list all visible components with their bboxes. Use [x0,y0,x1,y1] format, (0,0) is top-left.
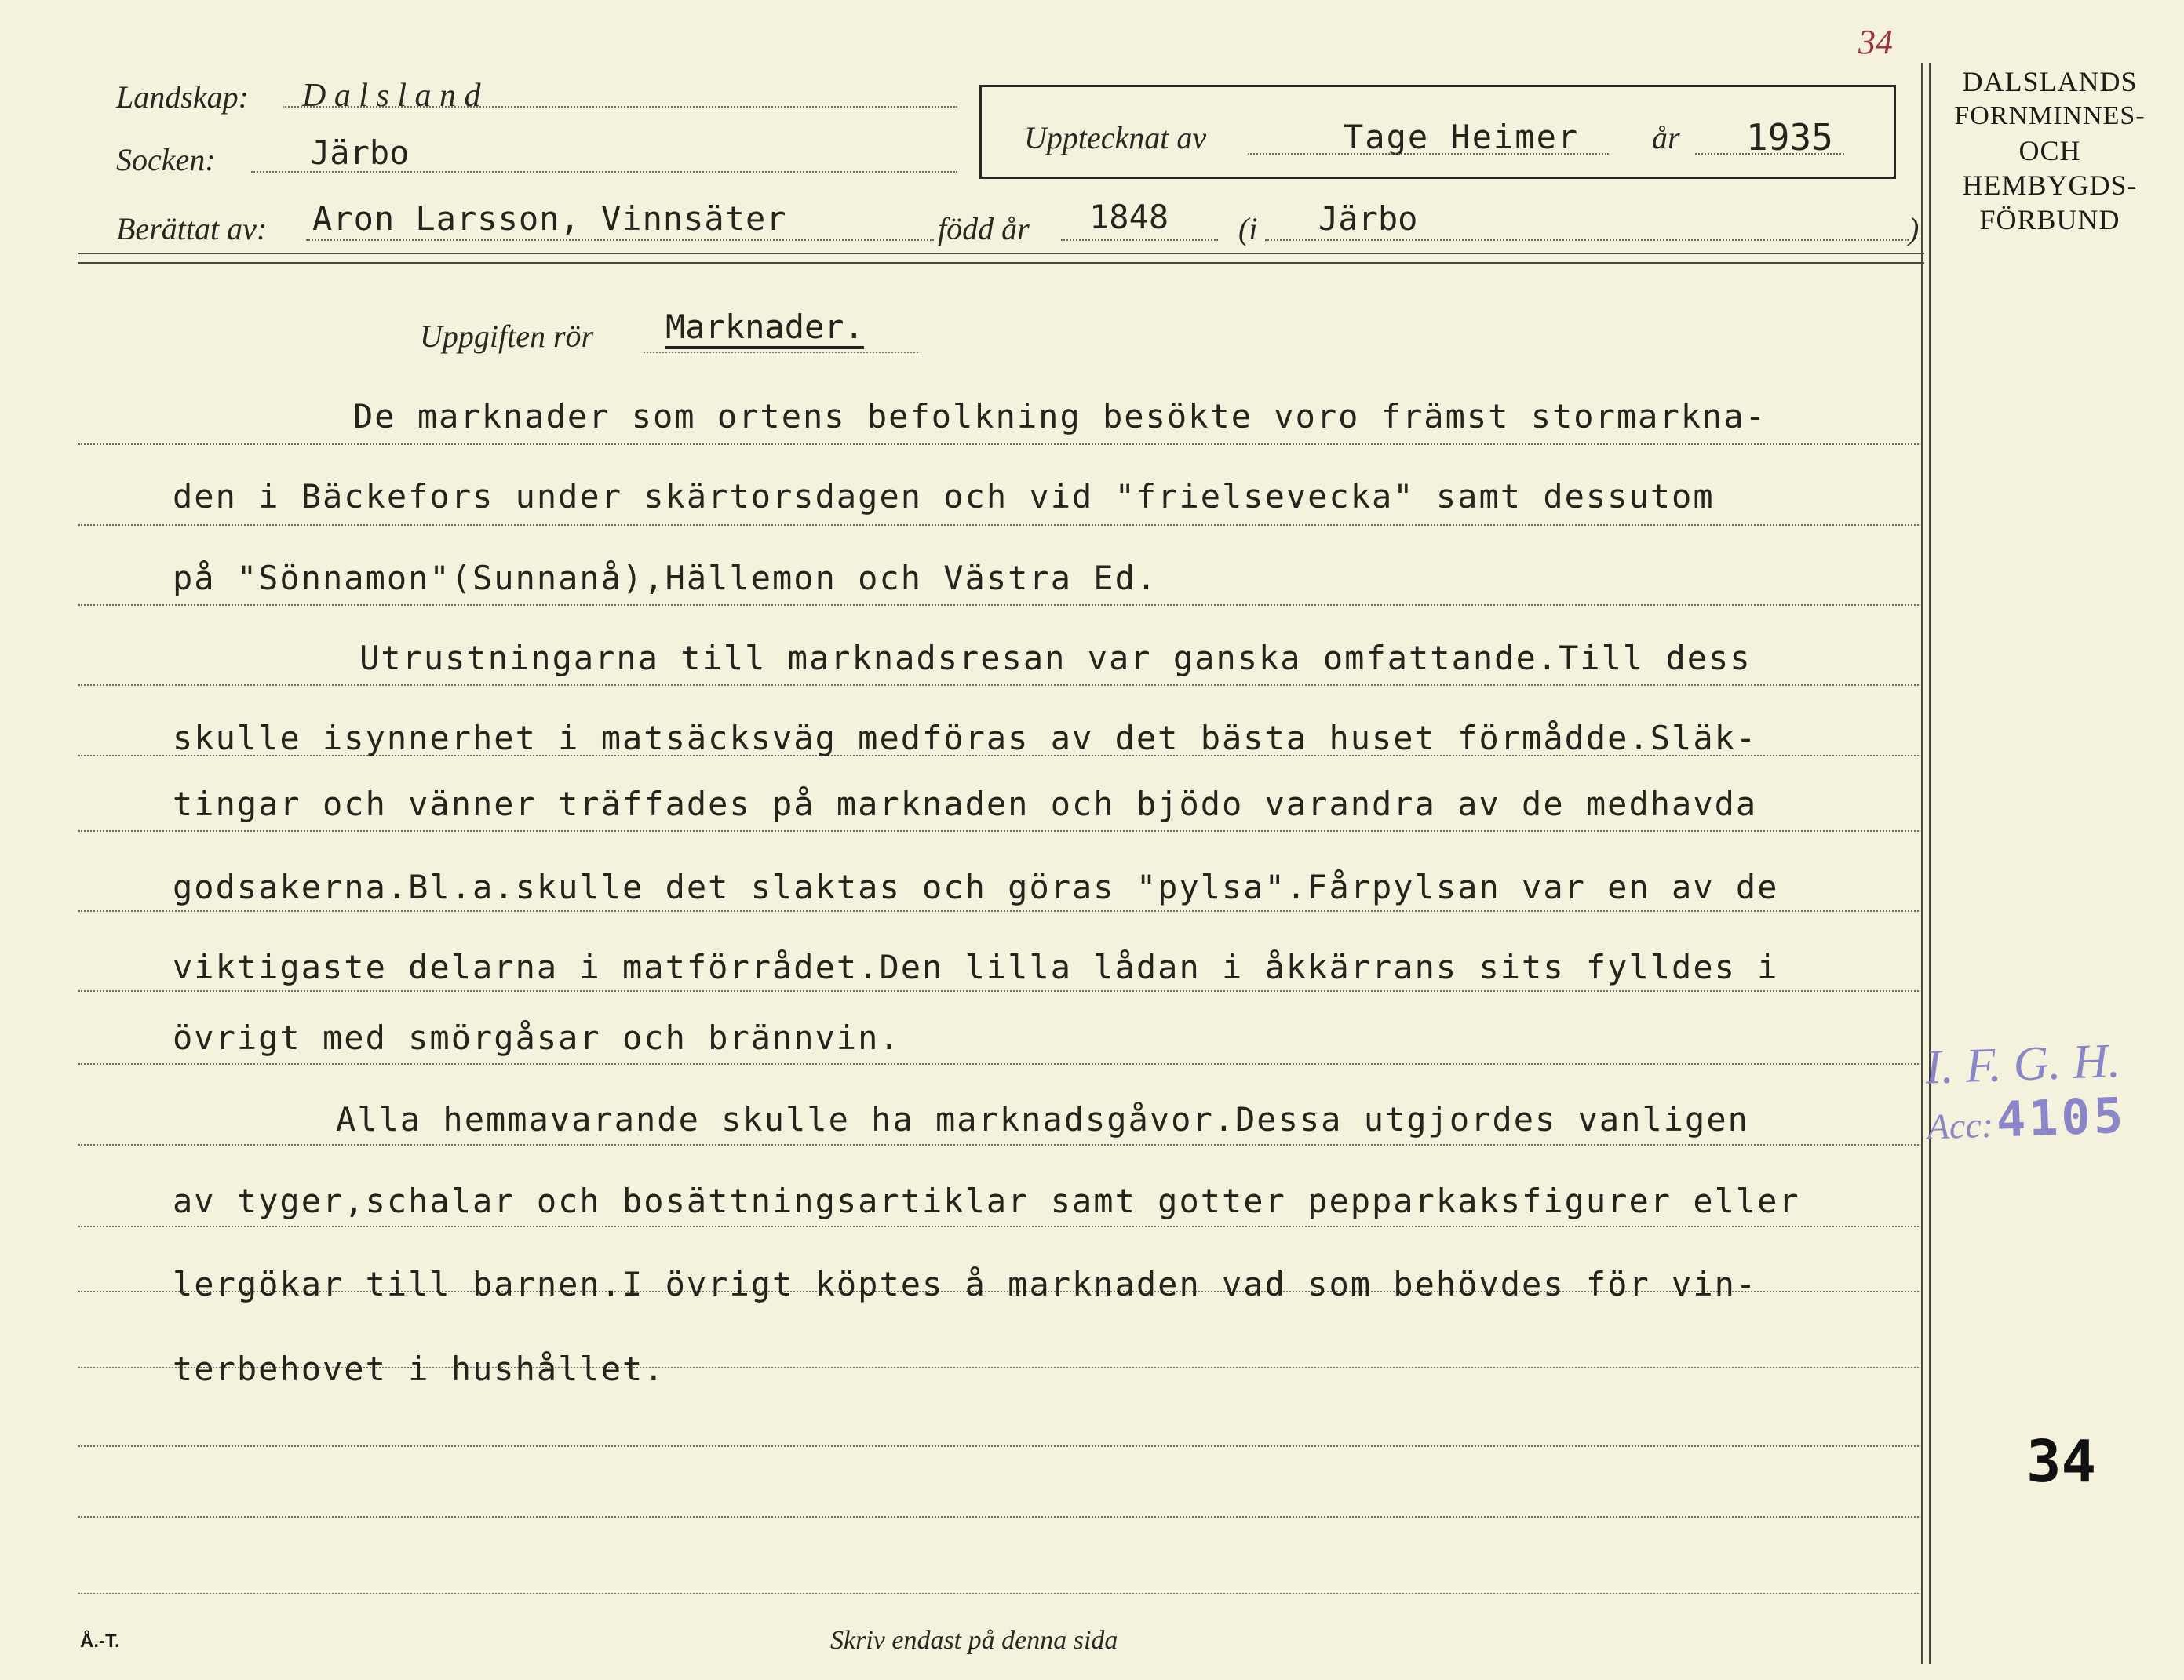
handwritten-page-number: 34 [1858,23,1893,61]
upptecknat-dotline [1248,153,1609,155]
body-line-3: på "Sönnamon"(Sunnanå),Hällemon och Västra Ed. [173,559,1158,597]
rule-line-16 [78,1593,1919,1594]
association-line-2: FORNMINNES- [1954,101,2146,130]
socken-label: Socken: [116,142,216,177]
subject-label: Uppgiften rör [420,319,594,354]
ar-label: år [1652,120,1680,155]
body-line-12: lergökar till barnen.I övrigt köptes å marknaden vad som behövdes för vin- [173,1265,1758,1303]
ar-value: 1935 [1746,116,1833,159]
fodd-label: född år [938,211,1030,246]
upptecknat-label: Upptecknat av [1024,120,1207,155]
body-line-9: övrigt med smörgåsar och brännvin. [173,1019,901,1057]
stamp-line-2 [1926,1086,2179,1163]
rule-line-8 [78,990,1919,992]
rule-line-1 [78,443,1919,445]
body-line-10: Alla hemmavarande skulle ha marknadsgåvor.Dessa utgjordes vanligen [336,1100,1749,1139]
footer-left-mark: Å.-T. [80,1631,120,1652]
rule-line-2 [78,524,1919,526]
header-separator-bottom [78,262,1924,264]
berattat-dotline [306,239,934,241]
right-margin-line-2 [1929,63,1931,1664]
stamp-acc-prefix: Acc: [1926,1104,1994,1147]
i-label: (i [1238,211,1258,246]
rule-line-4 [78,684,1919,686]
rule-line-11 [78,1226,1919,1227]
landskap-label: Landskap: [116,79,249,115]
rule-line-15 [78,1516,1919,1518]
header-separator-top [78,253,1924,254]
stamp-acc-number: 4105 [1995,1086,2127,1149]
footer-instruction: Skriv endast på denna sida [830,1626,1118,1655]
right-margin-line-1 [1921,63,1923,1664]
body-line-5: skulle isynnerhet i matsäcksväg medföras av det bästa huset förmådde.Släk- [173,719,1758,757]
body-line-4: Utrustningarna till marknadsresan var ganska omfattande.Till dess [359,639,1752,677]
socken-dotline [251,171,957,173]
i-close: ) [1909,211,1920,246]
body-line-1: De marknader som ortens befolkning besökte voro främst stormarkna- [353,397,1767,435]
association-line-3: OCH [2018,135,2081,166]
association-line-4: HEMBYGDS- [1962,169,2138,201]
body-line-11: av tyger,schalar och bosättningsartiklar samt gotter pepparkaksfigurer eller [173,1182,1800,1220]
berattat-label: Berättat av: [116,211,268,246]
body-line-13: terbehovet i hushållet. [173,1350,665,1388]
stamp-line-1: I. F. G. H. [1923,1033,2121,1095]
fodd-dotline [1061,239,1218,241]
socken-value: Järbo [310,133,410,172]
body-line-6: tingar och vänner träffades på marknaden och bjödo varandra av de medhavda [173,785,1758,823]
rule-line-14 [78,1445,1919,1447]
accession-stamp [1924,1031,2180,1181]
rule-line-9 [78,1063,1919,1065]
subject-dotline [644,352,918,353]
body-line-8: viktigaste delarna i matförrådet.Den lilla lådan i åkkärrans sits fylldes i [173,948,1779,986]
rule-line-6 [78,830,1919,832]
subject-value: Marknader. [665,308,864,346]
sheet-number: 34 [2026,1428,2097,1496]
fodd-value: 1848 [1089,198,1169,236]
body-line-2: den i Bäckefors under skärtorsdagen och vid "frielsevecka" samt dessutom [173,477,1715,516]
association-name [1932,64,2168,237]
landskap-dotline [283,106,957,108]
rule-line-10 [78,1144,1919,1146]
berattat-value: Aron Larsson, Vinnsäter [312,199,787,238]
association-line-1: DALSLANDS [1962,66,2138,97]
rule-line-3 [78,604,1919,606]
landskap-value: D a l s l a n d [302,78,481,114]
ar-dotline [1695,153,1844,155]
body-line-7: godsakerna.Bl.a.skulle det slaktas och göras "pylsa".Fårpylsan var en av de [173,868,1779,906]
upptecknat-value: Tage Heimer [1344,118,1580,156]
rule-line-7 [78,910,1919,912]
association-line-5: FÖRBUND [1979,204,2120,235]
i-value: Järbo [1318,199,1418,238]
i-dotline [1265,239,1909,241]
